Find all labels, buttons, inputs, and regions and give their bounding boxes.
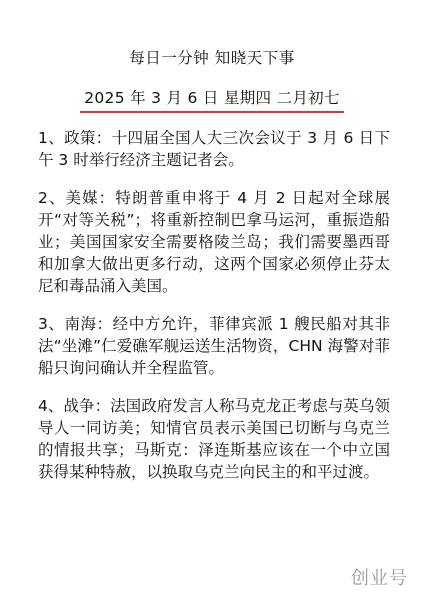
- watermark: 创业号: [351, 568, 408, 589]
- news-item-4: 4、战争：法国政府发言人称马克龙正考虑与英乌领导人一同访美；知情官员表示美国已切断与乌克兰的情报共享；马斯克：泽连斯基应该在一个中立国获得某种特赦，以换取乌克兰向民主的和平过渡。: [38, 397, 390, 481]
- news-item-2: 2、美媒：特朗普重申将于 4 月 2 日起对全球展开“对等关税”；将重新控制巴拿马运河，重振造船业；美国国家安全需要格陵兰岛；我们需要墨西哥和加拿大做出更多行动，这两个国家必须停止芬太尼和毒品涌入美国。: [38, 189, 390, 295]
- news-item-1: 1、政策：十四届全国人大三次会议于 3 月 6 日下午 3 时举行经济主题记者会。: [38, 129, 390, 169]
- news-item-3: 3、南海：经中方允许，菲律宾派 1 艘民船对其非法“坐滩”仁爱礁军舰运送生活物资，CHN 海警对菲船只询问确认并全程监管。: [38, 315, 390, 377]
- date-line: [0, 86, 424, 113]
- news-list: [38, 127, 390, 499]
- date-text: 2025 年 3 月 6 日 星期四 二月初七: [80, 86, 344, 113]
- page-title: 每日一分钟 知晓天下事: [129, 49, 295, 67]
